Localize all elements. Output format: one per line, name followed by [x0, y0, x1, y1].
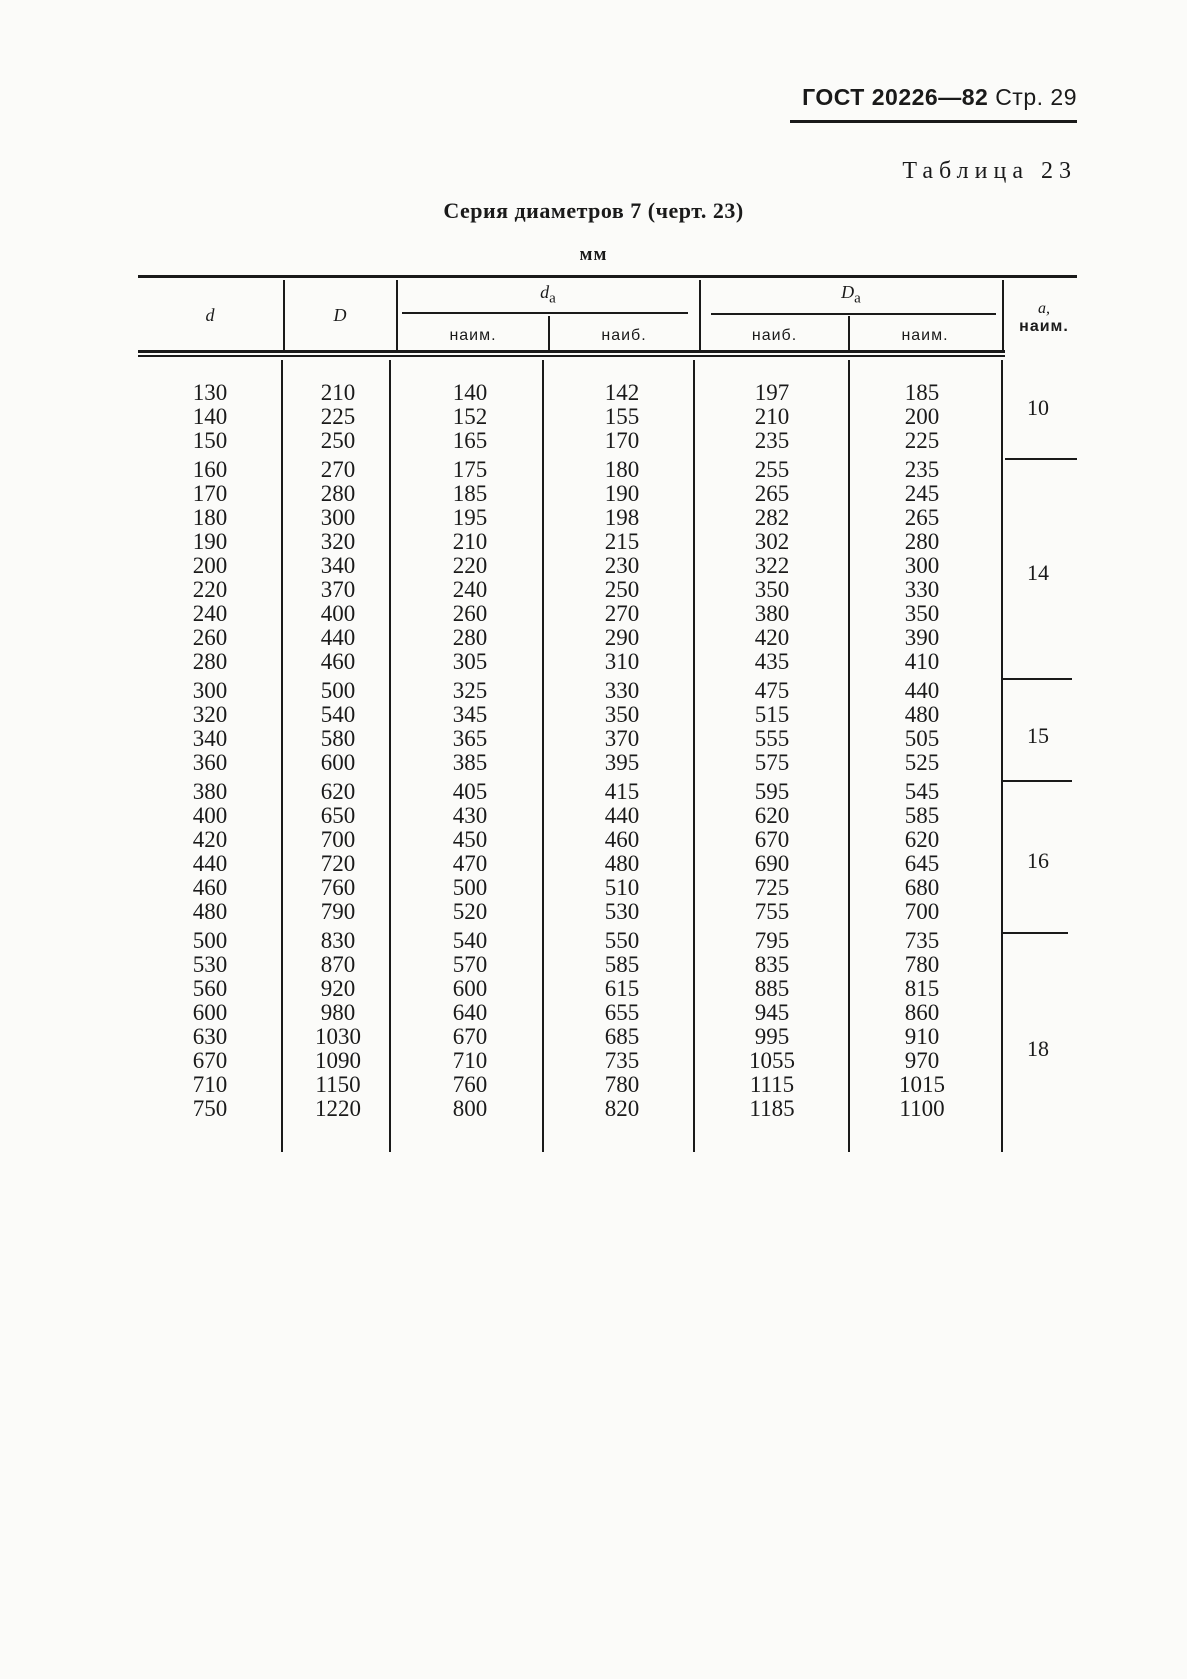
table-cell: 255	[754, 457, 790, 482]
header-rule	[790, 120, 1077, 123]
row-group	[872, 679, 972, 775]
table-cell: 600	[192, 1000, 228, 1025]
table-cell: 800	[452, 1096, 488, 1121]
table-cell: 270	[320, 457, 356, 482]
table-cell: 780	[604, 1072, 640, 1097]
table-cell: 645	[904, 851, 940, 876]
row-group	[572, 679, 672, 775]
table-cell: 405	[452, 779, 488, 804]
row-group	[572, 780, 672, 924]
table-cell: 525	[904, 750, 940, 775]
table-cell: 735	[604, 1048, 640, 1073]
page-number: Стр. 29	[995, 84, 1077, 110]
column-divider	[542, 360, 544, 1152]
table-cell: 280	[452, 625, 488, 650]
table-cell: 685	[604, 1024, 640, 1049]
table-cell: 910	[904, 1024, 940, 1049]
row-group	[420, 458, 520, 674]
table-cell: 142	[604, 380, 640, 405]
column-D	[288, 381, 388, 1126]
table-cell: 540	[452, 928, 488, 953]
table-cell: 185	[904, 380, 940, 405]
table-cell: 440	[904, 678, 940, 703]
table-cell: 410	[904, 649, 940, 674]
column-divider	[389, 360, 391, 1152]
col-header-Da: $D_а$	[841, 282, 861, 307]
table-cell: 1100	[899, 1096, 945, 1121]
table-cell: 620	[904, 827, 940, 852]
table-cell: 1185	[749, 1096, 795, 1121]
table-cell: 440	[604, 803, 640, 828]
table-cell: 1090	[315, 1048, 361, 1073]
table-cell: 470	[452, 851, 488, 876]
table-cell: 750	[192, 1096, 228, 1121]
table-cell: 305	[452, 649, 488, 674]
column-Da-min	[872, 381, 972, 1126]
table-cell: 395	[604, 750, 640, 775]
table-cell: 210	[320, 380, 356, 405]
table-cell: 280	[320, 481, 356, 506]
row-group	[722, 458, 822, 674]
table-cell: 130	[192, 380, 228, 405]
a-value-group-3: 15	[1027, 723, 1049, 748]
table-cell: 830	[320, 928, 356, 953]
table-cell: 430	[452, 803, 488, 828]
row-group	[872, 929, 972, 1121]
table-cell: 400	[192, 803, 228, 828]
table-cell: 585	[904, 803, 940, 828]
table-cell: 510	[604, 875, 640, 900]
table-cell: 235	[754, 428, 790, 453]
table-cell: 600	[320, 750, 356, 775]
table-cell: 1015	[899, 1072, 945, 1097]
table-cell: 350	[604, 702, 640, 727]
table-cell: 420	[192, 827, 228, 852]
table-cell: 170	[192, 481, 228, 506]
a-value-group-5: 18	[1027, 1036, 1049, 1061]
table-cell: 240	[192, 601, 228, 626]
col-header-da-max: наиб.	[601, 327, 647, 344]
row-group	[872, 458, 972, 674]
table-cell: 1055	[749, 1048, 795, 1073]
table-cell: 160	[192, 457, 228, 482]
a-value-group-1: 10	[1027, 395, 1049, 420]
table-cell: 185	[452, 481, 488, 506]
a-group-separator	[1002, 932, 1068, 934]
column-divider	[693, 360, 695, 1152]
table-cell: 415	[604, 779, 640, 804]
table-cell: 197	[754, 380, 790, 405]
table-cell: 250	[320, 428, 356, 453]
table-cell: 195	[452, 505, 488, 530]
table-cell: 165	[452, 428, 488, 453]
table-cell: 515	[754, 702, 790, 727]
table-cell: 220	[192, 577, 228, 602]
table-cell: 655	[604, 1000, 640, 1025]
a-value-group-2: 14	[1027, 560, 1049, 585]
table-cell: 265	[754, 481, 790, 506]
row-group	[288, 679, 388, 775]
table-cell: 190	[192, 529, 228, 554]
table-cell: 620	[320, 779, 356, 804]
table-cell: 1030	[315, 1024, 361, 1049]
row-group	[288, 381, 388, 453]
table-cell: 390	[904, 625, 940, 650]
table-cell: 815	[904, 976, 940, 1001]
table-cell: 780	[904, 952, 940, 977]
table-cell: 440	[192, 851, 228, 876]
col-header-Da-min: наим.	[901, 327, 949, 344]
row-group	[872, 780, 972, 924]
table-cell: 970	[904, 1048, 940, 1073]
table-cell: 282	[754, 505, 790, 530]
table-cell: 480	[904, 702, 940, 727]
row-group	[572, 929, 672, 1121]
table-cell: 575	[754, 750, 790, 775]
table-cell: 820	[604, 1096, 640, 1121]
a-value-group-4: 16	[1027, 848, 1049, 873]
table-cell: 250	[604, 577, 640, 602]
table-cell: 345	[452, 702, 488, 727]
table-cell: 152	[452, 404, 488, 429]
table-cell: 365	[452, 726, 488, 751]
row-group	[572, 458, 672, 674]
table-cell: 700	[904, 899, 940, 924]
table-cell: 370	[604, 726, 640, 751]
table-cell: 350	[904, 601, 940, 626]
column-divider	[848, 360, 850, 1152]
table-cell: 175	[452, 457, 488, 482]
table-cell: 330	[604, 678, 640, 703]
table-cell: 215	[604, 529, 640, 554]
table-cell: 380	[192, 779, 228, 804]
table-cell: 280	[192, 649, 228, 674]
col-header-da: $d_а$	[540, 282, 556, 307]
column-divider	[1001, 360, 1003, 1152]
standard-number: ГОСТ 20226—82	[802, 84, 989, 110]
table-cell: 555	[754, 726, 790, 751]
table-cell: 500	[320, 678, 356, 703]
table-cell: 460	[604, 827, 640, 852]
table-cell: 225	[904, 428, 940, 453]
table-cell: 140	[192, 404, 228, 429]
table-cell: 290	[604, 625, 640, 650]
table-cell: 920	[320, 976, 356, 1001]
row-group	[420, 929, 520, 1121]
table-cell: 980	[320, 1000, 356, 1025]
table-cell: 650	[320, 803, 356, 828]
column-da-min	[420, 381, 520, 1126]
table-cell: 670	[452, 1024, 488, 1049]
a-group-separator	[1002, 678, 1072, 680]
table-top-rule	[138, 275, 1077, 278]
table-cell: 370	[320, 577, 356, 602]
table-cell: 530	[192, 952, 228, 977]
table-cell: 180	[604, 457, 640, 482]
table-cell: 340	[320, 553, 356, 578]
table-cell: 322	[754, 553, 790, 578]
table-cell: 225	[320, 404, 356, 429]
row-group	[420, 780, 520, 924]
table-cell: 505	[904, 726, 940, 751]
table-cell: 460	[192, 875, 228, 900]
table-cell: 560	[192, 976, 228, 1001]
table-cell: 670	[754, 827, 790, 852]
table-cell: 795	[754, 928, 790, 953]
table-cell: 155	[604, 404, 640, 429]
table-cell: 200	[904, 404, 940, 429]
table-cell: 475	[754, 678, 790, 703]
table-title: Серия диаметров 7 (черт. 23)	[443, 198, 744, 223]
table-cell: 190	[604, 481, 640, 506]
table-cell: 710	[452, 1048, 488, 1073]
table-cell: 595	[754, 779, 790, 804]
col-header-D: D	[333, 305, 347, 325]
column-Da-max	[722, 381, 822, 1126]
table-cell: 310	[604, 649, 640, 674]
table-cell: 180	[192, 505, 228, 530]
column-divider	[281, 360, 283, 1152]
row-group	[722, 381, 822, 453]
table-cell: 550	[604, 928, 640, 953]
row-group	[288, 780, 388, 924]
table-cell: 690	[754, 851, 790, 876]
table-cell: 435	[754, 649, 790, 674]
table-cell: 270	[604, 601, 640, 626]
page-header	[802, 84, 1077, 111]
table-cell: 1150	[315, 1072, 361, 1097]
column-d	[160, 381, 260, 1126]
Da-header-rule	[711, 313, 996, 315]
col-header-d: d	[205, 305, 215, 325]
row-group	[160, 780, 260, 924]
da-header-rule	[402, 312, 688, 314]
table-cell: 360	[192, 750, 228, 775]
table-cell: 385	[452, 750, 488, 775]
table-cell: 995	[754, 1024, 790, 1049]
table-cell: 720	[320, 851, 356, 876]
table-cell: 260	[452, 601, 488, 626]
table-cell: 500	[452, 875, 488, 900]
units-label: мм	[579, 244, 608, 265]
table-cell: 450	[452, 827, 488, 852]
row-group	[722, 780, 822, 924]
table-cell: 300	[320, 505, 356, 530]
table-cell: 790	[320, 899, 356, 924]
table-cell: 300	[904, 553, 940, 578]
table-cell: 710	[192, 1072, 228, 1097]
table-cell: 302	[754, 529, 790, 554]
table-cell: 325	[452, 678, 488, 703]
table-cell: 885	[754, 976, 790, 1001]
table-cell: 530	[604, 899, 640, 924]
table-cell: 760	[452, 1072, 488, 1097]
table-cell: 330	[904, 577, 940, 602]
header-bottom-rule-2	[138, 355, 1005, 357]
table-cell: 615	[604, 976, 640, 1001]
table-cell: 210	[754, 404, 790, 429]
table-cell: 235	[904, 457, 940, 482]
header-bottom-rule	[138, 350, 1005, 353]
table-cell: 240	[452, 577, 488, 602]
row-group	[288, 458, 388, 674]
row-group	[420, 381, 520, 453]
row-group	[160, 458, 260, 674]
col-header-a: a, наим.	[1019, 300, 1069, 335]
table-cell: 870	[320, 952, 356, 977]
table-label: Таблица 23	[902, 158, 1077, 184]
table-cell: 570	[452, 952, 488, 977]
table-cell: 420	[754, 625, 790, 650]
table-cell: 700	[320, 827, 356, 852]
col-header-Da-max: наиб.	[751, 327, 798, 344]
table-cell: 460	[320, 649, 356, 674]
table-cell: 540	[320, 702, 356, 727]
table-cell: 140	[452, 380, 488, 405]
row-group	[722, 929, 822, 1121]
table-cell: 300	[192, 678, 228, 703]
row-group	[160, 381, 260, 453]
table-cell: 735	[904, 928, 940, 953]
table-cell: 220	[452, 553, 488, 578]
a-group-separator	[1002, 780, 1072, 782]
table-cell: 245	[904, 481, 940, 506]
row-group	[722, 679, 822, 775]
table-cell: 620	[754, 803, 790, 828]
table-cell: 945	[754, 1000, 790, 1025]
table-cell: 320	[320, 529, 356, 554]
table-cell: 260	[192, 625, 228, 650]
header-divider	[699, 280, 701, 350]
a-group-separator	[1005, 458, 1077, 460]
table-cell: 600	[452, 976, 488, 1001]
row-group	[160, 929, 260, 1121]
table-cell: 500	[192, 928, 228, 953]
table-cell: 265	[904, 505, 940, 530]
row-group	[872, 381, 972, 453]
table-cell: 580	[320, 726, 356, 751]
table-cell: 670	[192, 1048, 228, 1073]
table-cell: 280	[904, 529, 940, 554]
table-cell: 440	[320, 625, 356, 650]
table-cell: 480	[604, 851, 640, 876]
table-cell: 585	[604, 952, 640, 977]
table-cell: 835	[754, 952, 790, 977]
row-group	[420, 679, 520, 775]
table-cell: 340	[192, 726, 228, 751]
table-cell: 1115	[749, 1072, 795, 1097]
table-cell: 320	[192, 702, 228, 727]
table-cell: 1220	[315, 1096, 361, 1121]
table-cell: 380	[754, 601, 790, 626]
column-da-max	[572, 381, 672, 1126]
table-cell: 640	[452, 1000, 488, 1025]
table-cell: 200	[192, 553, 228, 578]
table-cell: 198	[604, 505, 640, 530]
row-group	[572, 381, 672, 453]
table-cell: 150	[192, 428, 228, 453]
table-cell: 860	[904, 1000, 940, 1025]
row-group	[160, 679, 260, 775]
table-cell: 350	[754, 577, 790, 602]
table-cell: 520	[452, 899, 488, 924]
table-cell: 400	[320, 601, 356, 626]
table-cell: 630	[192, 1024, 228, 1049]
table-cell: 480	[192, 899, 228, 924]
table-cell: 170	[604, 428, 640, 453]
table-cell: 210	[452, 529, 488, 554]
table-cell: 725	[754, 875, 790, 900]
table-cell: 545	[904, 779, 940, 804]
col-header-da-min: наим.	[449, 327, 497, 344]
table-cell: 760	[320, 875, 356, 900]
table-cell: 680	[904, 875, 940, 900]
table-cell: 230	[604, 553, 640, 578]
table-cell: 755	[754, 899, 790, 924]
row-group	[288, 929, 388, 1121]
